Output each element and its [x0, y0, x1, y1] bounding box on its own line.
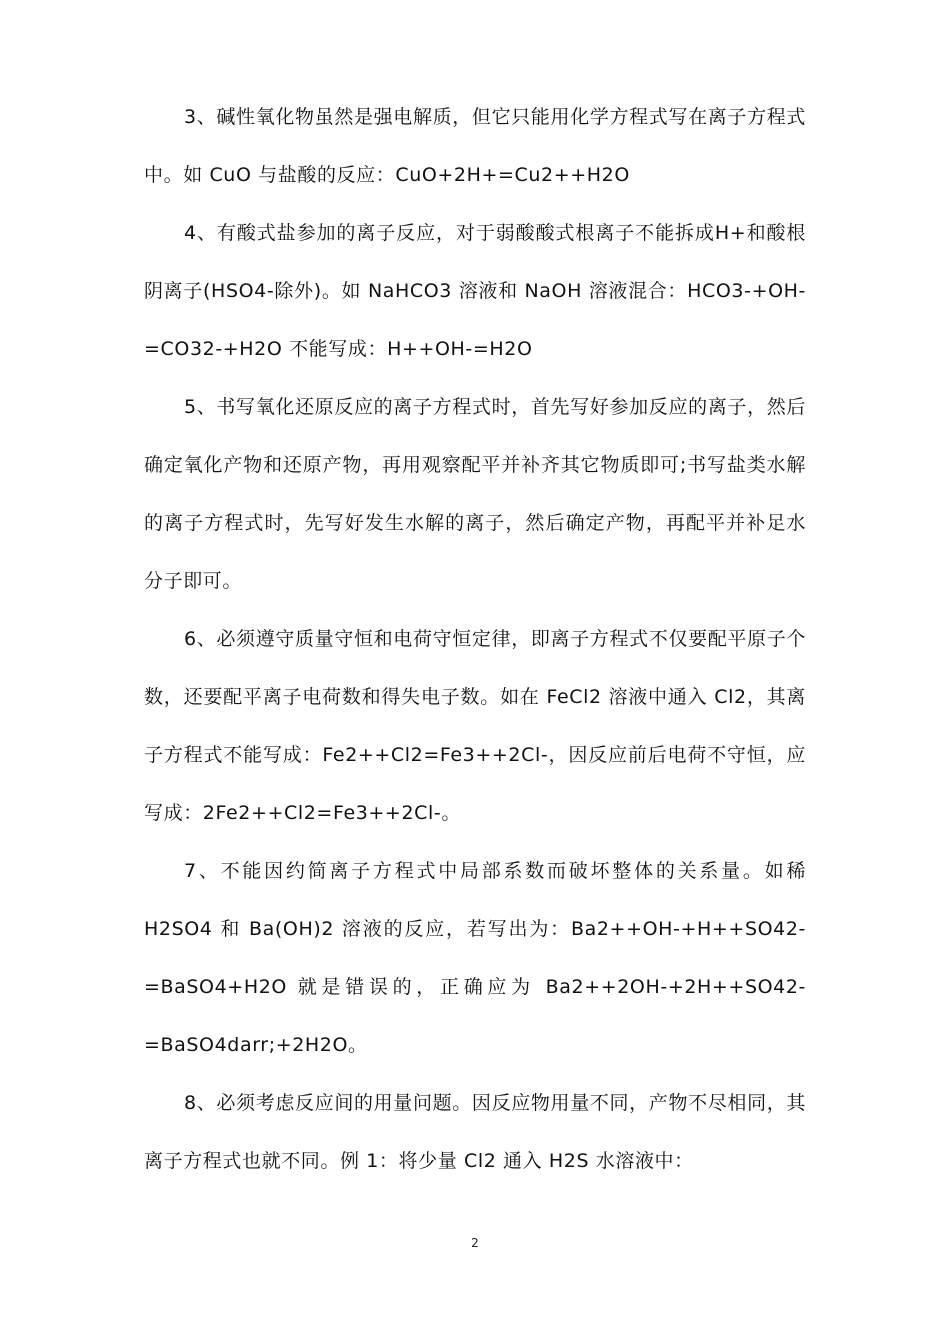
paragraph-7: 7、不能因约简离子方程式中局部系数而破坏整体的关系量。如稀 H2SO4 和 Ba(OH)2 溶液的反应，若写出为：Ba2++OH-+H++SO42-=BaSO4+H2O 就是错误的，正确应为 Ba2++2OH-+2H++SO42-=BaSO4darr;+2H2O。: [144, 860, 806, 1056]
paragraph-3: 3、碱性氧化物虽然是强电解质，但它只能用化学方程式写在离子方程式中。如 CuO 与盐酸的反应：CuO+2H+=Cu2++H2O: [144, 106, 806, 186]
paragraph-5: 5、书写氧化还原反应的离子方程式时，首先写好参加反应的离子，然后确定氧化产物和还原产物，再用观察配平并补齐其它物质即可;书写盐类水解的离子方程式时，先写好发生水解的离子，然后确定产物，再配平并补足水分子即可。: [144, 396, 806, 592]
paragraph-4: 4、有酸式盐参加的离子反应，对于弱酸酸式根离子不能拆成H+和酸根阴离子(HSO4-除外)。如 NaHCO3 溶液和 NaOH 溶液混合：HCO3-+OH-=CO32-+H2O 不能写成：H++OH-=H2O: [144, 222, 806, 360]
paragraph-8: 8、必须考虑反应间的用量问题。因反应物用量不同，产物不尽相同，其离子方程式也就不同。例 1：将少量 Cl2 通入 H2S 水溶液中：: [144, 1092, 806, 1172]
document-body: [144, 88, 806, 1190]
paragraph-6: 6、必须遵守质量守恒和电荷守恒定律，即离子方程式不仅要配平原子个数，还要配平离子电荷数和得失电子数。如在 FeCl2 溶液中通入 Cl2，其离子方程式不能写成：Fe2++Cl2=Fe3++2Cl-，因反应前后电荷不守恒，应写成：2Fe2++Cl2=Fe3++2Cl-。: [144, 628, 806, 824]
page-number: 2: [471, 1236, 479, 1250]
